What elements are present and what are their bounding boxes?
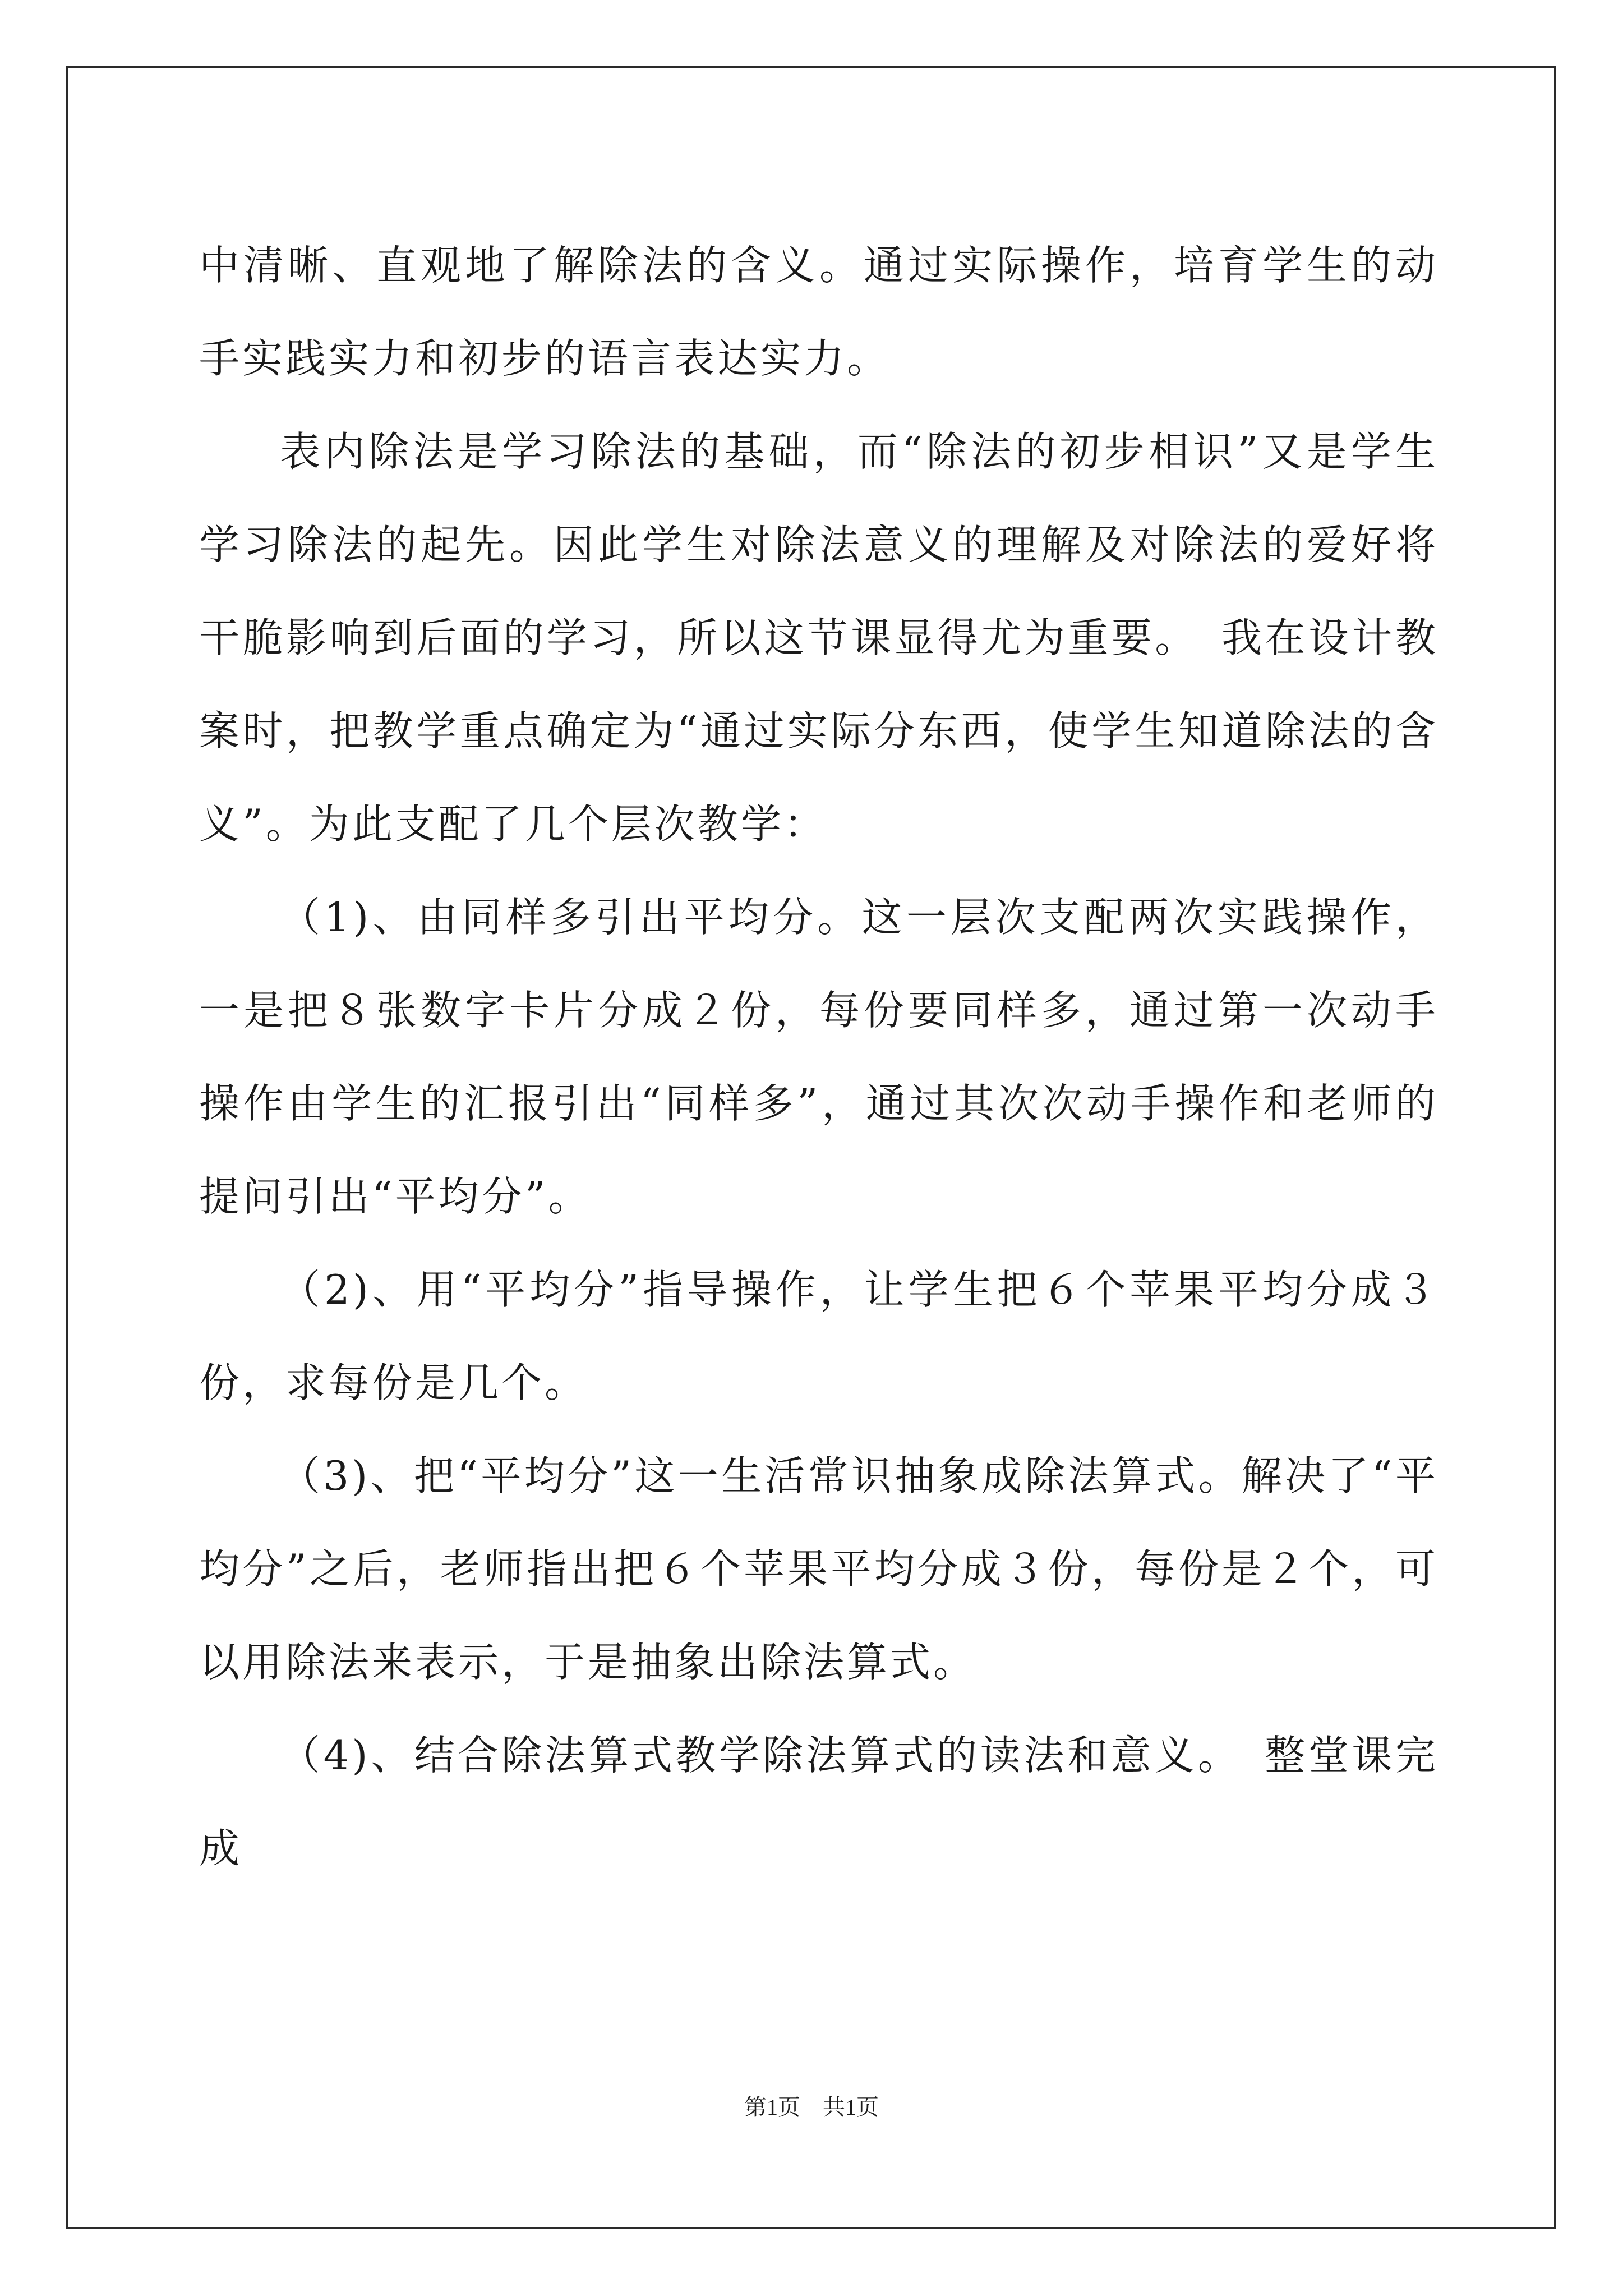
paragraph-5: （3)、把“平均分”这一生活常识抽象成除法算式。解决了“平均分”之后，老师指出把６个苹果平均分成３份，每份是２个，可以用除法来表示，于是抽象出除法算式。 [199, 1452, 1438, 1686]
paragraph-4: （2)、用“平均分”指导操作，让学生把６个苹果平均分成３份，求每份是几个。 [199, 1266, 1438, 1406]
paragraph-2: 表内除法是学习除法的基础，而“除法的初步相识”又是学生学习除法的起先。因此学生对除法意义的理解及对除法的爱好将干脆影响到后面的学习，所以这节课显得尤为重要。 我在设计教案时，把教学重点确定为“通过实际分东西，使学生知道除法的含义”。为此支配了几个层次教学： [199, 428, 1438, 848]
document-body [199, 219, 1438, 1895]
paragraph-6: （4)、结合除法算式教学除法算式的读法和意义。 整堂课完成 [199, 1732, 1438, 1872]
paragraph-1: 中清晰、直观地了解除法的含义。通过实际操作，培育学生的动手实践实力和初步的语言表达实力。 [199, 242, 1438, 382]
page-footer: 第1页 共1页 [744, 2095, 879, 2120]
paragraph-3: （1)、由同样多引出平均分。这一层次支配两次实践操作，一是把８张数字卡片分成２份，每份要同样多，通过第一次动手操作由学生的汇报引出“同样多”，通过其次次动手操作和老师的提问引出“平均分”。 [199, 894, 1438, 1220]
